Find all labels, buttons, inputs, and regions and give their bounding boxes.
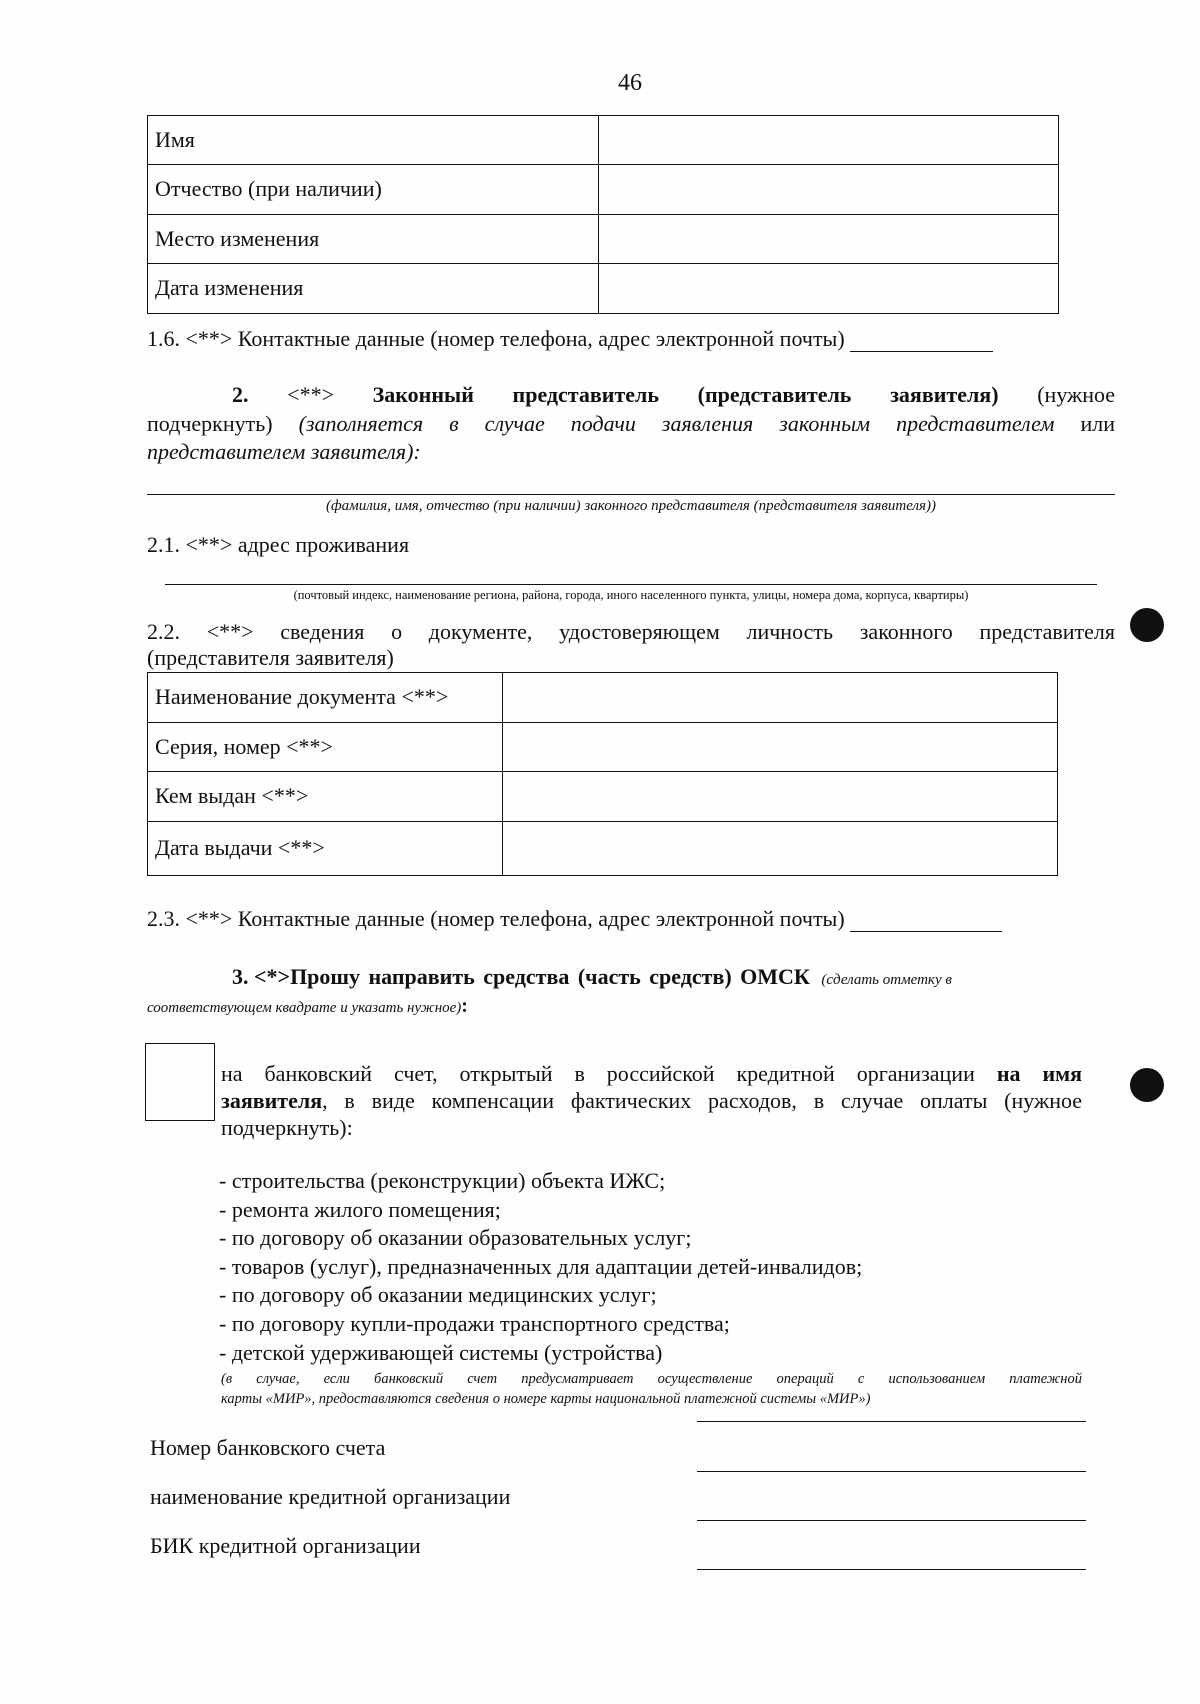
mir-card-note-2: карты «МИР», предоставляются сведения о номере карты национальной платежной системы «МИР») xyxy=(221,1391,871,1407)
hole-punch-mark xyxy=(1130,608,1164,642)
hole-punch-mark xyxy=(1130,1068,1164,1102)
table-value-field[interactable] xyxy=(599,215,1059,264)
table-value-field[interactable] xyxy=(599,116,1059,165)
table-label: Отчество (при наличии) xyxy=(148,165,599,215)
option-1-text: на банковский счет, открытый в российской кредитной организации xyxy=(221,1061,975,1086)
section-3-note: соответствующем квадрате и указать нужное) xyxy=(147,1000,462,1016)
list-item: - детской удерживающей системы (устройства) xyxy=(219,1339,663,1365)
table-label: Дата выдачи <**> xyxy=(148,822,503,876)
section-3-line-2 xyxy=(147,996,468,1018)
mir-card-note-1: (в случае, если банковский счет предусматривает осуществление операций с использованием платежной xyxy=(221,1371,1082,1387)
section-2-text: подчеркнуть) xyxy=(147,411,273,436)
section-2-line-2 xyxy=(147,411,1115,437)
table-label: Наименование документа <**> xyxy=(148,673,503,723)
section-2-note: (заполняется в случае подачи заявления законным представителем xyxy=(298,411,1055,436)
section-2-line-3: представителем заявителя): xyxy=(147,439,421,464)
page-number: 46 xyxy=(618,70,642,96)
expense-list xyxy=(219,1167,862,1367)
option-1-line-2 xyxy=(221,1088,1082,1114)
bank-name-label: наименование кредитной организации xyxy=(150,1484,511,1509)
section-2-text: или xyxy=(1080,411,1116,436)
section-3-note: (сделать отметку в xyxy=(821,972,952,988)
list-item: - ремонта жилого помещения; xyxy=(219,1196,501,1222)
list-item: - по договору купли-продажи транспортного средства; xyxy=(219,1310,730,1336)
contact-data-label: 2.3. <**> Контактные данные (номер телефона, адрес электронной почты) xyxy=(147,906,845,931)
representative-name-caption: (фамилия, имя, отчество (при наличии) законного представителя (представителя заявителя)) xyxy=(325,498,936,514)
contact-data-field[interactable] xyxy=(850,909,1002,932)
address-label: 2.1. <**> адрес проживания xyxy=(147,532,410,557)
table-value-field[interactable] xyxy=(599,165,1059,215)
contact-data-2-3 xyxy=(147,906,1002,932)
section-2-mark: <**> xyxy=(287,382,334,407)
table-value-field[interactable] xyxy=(503,772,1058,822)
table-row xyxy=(148,215,1059,264)
option-1-bold: заявителя xyxy=(221,1088,323,1113)
contact-data-field[interactable] xyxy=(850,329,993,352)
table-row xyxy=(148,165,1059,215)
table-label: Серия, номер <**> xyxy=(148,723,503,772)
table-row xyxy=(148,116,1059,165)
bank-name-field[interactable] xyxy=(697,1520,1086,1521)
list-item: - строительства (реконструкции) объекта ИЖС; xyxy=(219,1168,666,1193)
section-3-title: <*>Прошу направить средства (часть средств) ОМСК xyxy=(254,964,810,989)
list-item: - по договору об оказании медицинских услуг; xyxy=(219,1282,657,1308)
bank-account-checkbox[interactable] xyxy=(145,1043,215,1121)
name-change-table xyxy=(147,115,1059,314)
table-value-field[interactable] xyxy=(503,673,1058,723)
section-3-colon: : xyxy=(461,995,468,1017)
representative-name-field[interactable] xyxy=(147,494,1115,495)
table-row xyxy=(148,772,1058,822)
list-item: - по договору об оказании образовательных услуг; xyxy=(219,1225,692,1251)
id-document-heading: 2.2. <**> сведения о документе, удостоверяющем личность законного представителя xyxy=(147,619,1115,644)
bank-bik-label: БИК кредитной организации xyxy=(150,1533,421,1558)
option-1-text: , в виде компенсации фактических расходов, в случае оплаты (нужное xyxy=(322,1088,1082,1113)
section-2-line-1 xyxy=(147,382,1115,408)
section-2-title: Законный представитель (представитель заявителя) xyxy=(372,382,999,407)
table-row xyxy=(148,723,1058,772)
bank-field-line xyxy=(697,1421,1086,1422)
table-row xyxy=(148,264,1059,314)
section-2-tail: (нужное xyxy=(1037,382,1116,407)
option-1-line-3: подчеркнуть): xyxy=(221,1115,353,1140)
id-document-heading-cont: (представителя заявителя) xyxy=(147,645,394,670)
table-label: Имя xyxy=(148,116,599,165)
table-label: Место изменения xyxy=(148,215,599,264)
bank-account-number-field[interactable] xyxy=(697,1471,1086,1472)
option-1-line-1 xyxy=(221,1061,1082,1087)
address-field[interactable] xyxy=(165,584,1097,585)
bank-bik-field[interactable] xyxy=(697,1569,1086,1570)
bank-account-number-label: Номер банковского счета xyxy=(150,1435,386,1460)
id-document-table xyxy=(147,672,1058,876)
table-row xyxy=(148,822,1058,876)
table-value-field[interactable] xyxy=(503,822,1058,876)
table-row xyxy=(148,673,1058,723)
section-3-number: 3. xyxy=(232,964,249,989)
contact-data-1-6 xyxy=(147,326,993,352)
list-item: - товаров (услуг), предназначенных для адаптации детей-инвалидов; xyxy=(219,1253,863,1279)
section-2-number: 2. xyxy=(232,382,249,407)
contact-data-label: 1.6. <**> Контактные данные (номер телефона, адрес электронной почты) xyxy=(147,326,845,351)
table-label: Дата изменения xyxy=(148,264,599,314)
section-3-line-1 xyxy=(232,964,952,990)
address-caption: (почтовый индекс, наименование региона, района, города, иного населенного пункта, улицы, номера дома, корпуса, квартиры) xyxy=(293,588,969,602)
table-value-field[interactable] xyxy=(503,723,1058,772)
option-1-bold: на имя xyxy=(996,1061,1083,1086)
table-value-field[interactable] xyxy=(599,264,1059,314)
table-label: Кем выдан <**> xyxy=(148,772,503,822)
